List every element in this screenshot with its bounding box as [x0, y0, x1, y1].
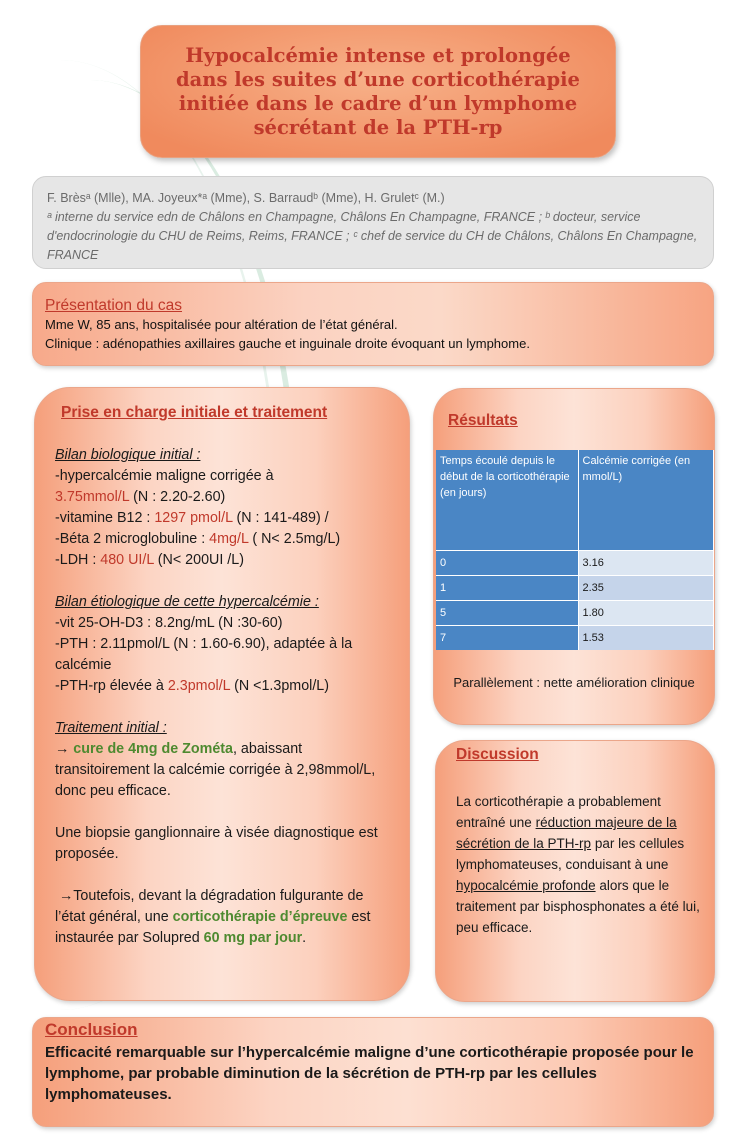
zometa-rest: , abaissant transitoirement la calcémie corrigée à 2,98mmol/L, donc peu efficace.	[55, 741, 376, 799]
cortico-text: corticothérapie d’épreuve	[172, 909, 348, 925]
table-row	[436, 600, 714, 625]
however-text: →Toutefois, devant la dégradation fulgurante de l’état général, une	[55, 888, 364, 925]
discussion-emphasis-1: réduction majeure de la sécrétion de la PTH-rp	[456, 815, 677, 851]
hyper-label: -hypercalcémie maligne corrigée à	[55, 468, 274, 484]
results-table	[436, 450, 714, 650]
beta-norm: ( N< 2.5mg/L)	[248, 531, 341, 547]
table-cell-day: 0	[436, 550, 578, 575]
authors-line: F. Brèsᵃ (Mlle), MA. Joyeux*ᵃ (Mme), S. Barraudᵇ (Mme), H. Gruletᶜ (M.)	[47, 191, 445, 205]
case-title: Présentation du cas	[45, 297, 183, 314]
table-cell-calcemia: 1.80	[578, 600, 714, 625]
ldh-value: 480 UI/L	[100, 552, 154, 568]
poster-title: Hypocalcémie intense et prolongée dans les suites d’une corticothérapie initiée dans le cadre d’un lymphome sécrétant de la PTH-rp	[176, 43, 580, 139]
conclusion-box	[32, 1017, 714, 1127]
header-time: Temps écoulé depuis le début de la corticothérapie (en jours)	[436, 450, 578, 550]
pthrp-label: -PTH-rp élevée à	[55, 678, 168, 694]
ldh-norm: (N< 200UI /L)	[153, 552, 244, 568]
results-title: Résultats	[448, 412, 518, 429]
hyper-norm: (N : 2.20-2.60)	[129, 489, 226, 505]
beta-value: 4mg/L	[209, 531, 249, 547]
results-header-row	[436, 450, 714, 550]
beta-label: -Béta 2 microglobuline :	[55, 531, 210, 547]
results-note: Parallèlement : nette amélioration clinique	[453, 675, 695, 690]
ldh-item	[55, 550, 389, 571]
table-cell-calcemia: 1.53	[578, 625, 714, 650]
table-cell-day: 7	[436, 625, 578, 650]
treatment-title: Traitement initial :	[55, 720, 167, 736]
zometa-item	[55, 739, 389, 802]
conclusion-title: Conclusion	[45, 1020, 138, 1039]
poster-title-box	[140, 25, 616, 158]
discussion-emphasis-2: hypocalcémie profonde	[456, 878, 596, 893]
management-title: Prise en charge initiale et traitement	[61, 404, 328, 421]
affiliations: ᵃ interne du service edn de Châlons en Champagne, Châlons En Champagne, FRANCE ; ᵇ docteur, service d'endocrinologie du CHU de Reims, Reims, FRANCE ; ᶜ chef de service du CH de Châlons, Châlons En Champagne, FRANCE	[47, 210, 698, 262]
cortico-item	[55, 886, 389, 949]
cortico-rest: est instaurée par Solupred	[55, 909, 371, 946]
pth-item: -PTH : 2.11pmol/L (N : 1.60-6.90), adaptée à la calcémie	[55, 636, 353, 673]
authors-box	[32, 176, 714, 269]
case-line-2: Clinique : adénopathies axillaires gauche et inguinale droite évoquant un lymphome.	[45, 336, 530, 351]
discussion-text	[456, 791, 701, 938]
discussion-part-3: alors que le traitement par bisphosphonates a été lui, peu efficace.	[456, 878, 700, 935]
table-row	[436, 575, 714, 600]
conclusion-text: Efficacité remarquable sur l’hypercalcémie maligne d’une corticothérapie proposée pour le lymphome, par probable diminution de la sécrétion de PTH-rp par les cellules lymphomateuses.	[45, 1044, 694, 1103]
case-presentation-box	[32, 282, 714, 366]
biopsy-item: Une biopsie ganglionnaire à visée diagnostique est proposée.	[55, 825, 378, 862]
vitd-item: -vit 25-OH-D3 : 8.2ng/mL (N :30-60)	[55, 615, 283, 631]
b12-value: 1297 pmol/L	[154, 510, 233, 526]
beta2-item	[55, 529, 389, 550]
table-row	[436, 550, 714, 575]
discussion-part-2: par les cellules lymphomateuses, conduisant à une	[456, 836, 685, 872]
management-box	[34, 387, 410, 1001]
cortico-end: .	[302, 930, 307, 946]
ldh-label: -LDH :	[55, 552, 101, 568]
header-calcemia: Calcémie corrigée (en mmol/L)	[578, 450, 714, 550]
hypercalcemia-item	[55, 466, 389, 508]
table-cell-day: 5	[436, 600, 578, 625]
discussion-part-1: La corticothérapie a probablement entraîné une	[456, 794, 661, 830]
b12-label: -vitamine B12 :	[55, 510, 155, 526]
pthrp-norm: (N <1.3pmol/L)	[230, 678, 330, 694]
b12-item	[55, 508, 389, 529]
hyper-value: 3.75mmol/L	[55, 489, 130, 505]
dose-text: 60 mg par jour	[203, 930, 303, 946]
pthrp-item	[55, 676, 389, 697]
zometa-text: cure de 4mg de Zométa	[73, 741, 233, 757]
b12-norm: (N : 141-489) /	[232, 510, 329, 526]
pthrp-value: 2.3pmol/L	[167, 678, 231, 694]
bilan-bio-title: Bilan biologique initial :	[55, 447, 201, 463]
arrow-icon: →	[55, 741, 74, 757]
bilan-etio-title: Bilan étiologique de cette hypercalcémie :	[55, 594, 319, 610]
table-cell-calcemia: 2.35	[578, 575, 714, 600]
table-cell-day: 1	[436, 575, 578, 600]
table-row	[436, 625, 714, 650]
discussion-title: Discussion	[456, 746, 539, 763]
table-cell-calcemia: 3.16	[578, 550, 714, 575]
discussion-box	[435, 740, 715, 1002]
case-line-1: Mme W, 85 ans, hospitalisée pour altération de l’état général.	[45, 317, 398, 332]
